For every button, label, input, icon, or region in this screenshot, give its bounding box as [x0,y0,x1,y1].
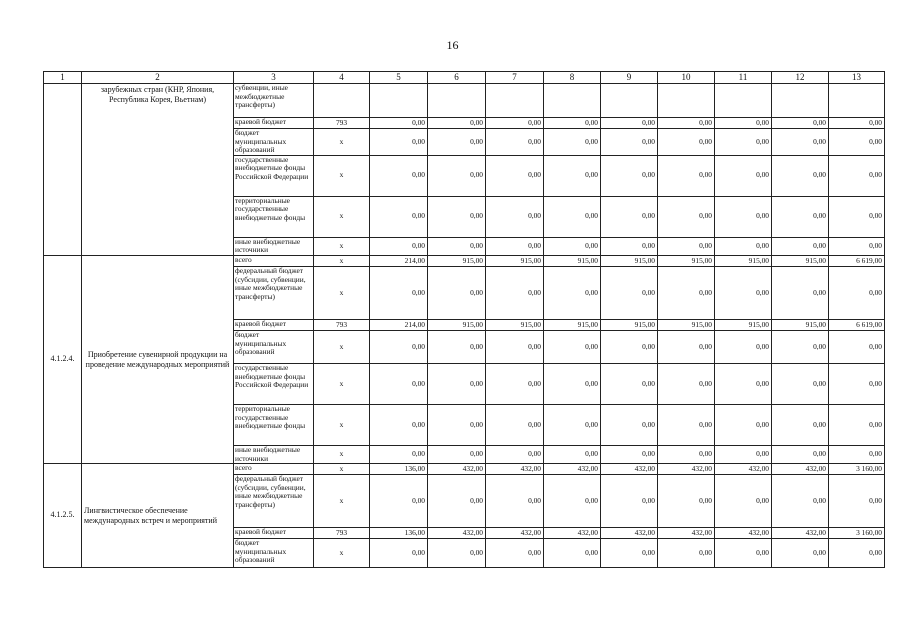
amount-cell: 136,00 [370,528,428,539]
amount-cell: 3 160,00 [829,464,885,475]
amount-cell: 0,00 [715,129,772,156]
amount-cell: 0,00 [772,196,829,237]
table-row [44,255,885,266]
amount-cell: 0,00 [601,445,658,463]
header-cell: 8 [544,72,601,84]
amount-cell: 0,00 [544,237,601,255]
amount-cell: 3 160,00 [829,528,885,539]
amount-cell: 0,00 [772,404,829,445]
amount-cell: 0,00 [428,475,486,528]
header-cell: 4 [314,72,370,84]
budget-code: 793 [314,528,370,539]
amount-cell: 915,00 [428,319,486,330]
amount-cell: 0,00 [428,445,486,463]
amount-cell: 915,00 [544,255,601,266]
amount-cell: 915,00 [658,319,715,330]
amount-cell: 432,00 [658,528,715,539]
amount-cell: 0,00 [544,129,601,156]
amount-cell: 0,00 [544,539,601,568]
amount-cell: 214,00 [370,319,428,330]
header-cell: 5 [370,72,428,84]
amount-cell: 0,00 [544,155,601,196]
amount-cell: 0,00 [370,445,428,463]
funding-source: бюджет муниципальных образований [234,330,314,363]
amount-cell: 432,00 [544,528,601,539]
budget-code: x [314,464,370,475]
amount-cell: 432,00 [428,464,486,475]
funding-source: территориальные государственные внебюджетные фонды [234,404,314,445]
amount-cell: 915,00 [428,255,486,266]
amount-cell: 0,00 [370,363,428,404]
header-cell: 11 [715,72,772,84]
amount-cell: 0,00 [829,129,885,156]
budget-table [43,71,885,568]
amount-cell: 214,00 [370,255,428,266]
amount-cell: 0,00 [829,404,885,445]
amount-cell: 0,00 [829,196,885,237]
amount-cell: 0,00 [370,266,428,319]
header-cell: 2 [82,72,234,84]
amount-cell: 0,00 [486,539,544,568]
amount-cell: 0,00 [370,539,428,568]
amount-cell: 432,00 [658,464,715,475]
amount-cell: 0,00 [658,266,715,319]
amount-cell: 0,00 [658,539,715,568]
amount-cell: 0,00 [772,129,829,156]
amount-cell: 0,00 [486,445,544,463]
amount-cell: 915,00 [658,255,715,266]
budget-code: x [314,155,370,196]
amount-cell: 0,00 [601,155,658,196]
amount-cell: 0,00 [829,155,885,196]
budget-code: x [314,237,370,255]
item-index: 4.1.2.5. [44,464,82,568]
funding-source: субвенции, иные межбюджетные трансферты) [234,84,314,118]
amount-cell: 0,00 [544,363,601,404]
item-name: Лингвистическое обеспечение международных встреч и мероприятий [82,464,234,568]
amount-cell: 915,00 [601,255,658,266]
funding-source: краевой бюджет [234,118,314,129]
amount-cell: 0,00 [829,363,885,404]
amount-cell: 0,00 [829,330,885,363]
budget-code: x [314,363,370,404]
amount-cell: 0,00 [658,330,715,363]
amount-cell: 0,00 [658,118,715,129]
amount-cell: 0,00 [544,330,601,363]
amount-cell: 0,00 [658,363,715,404]
amount-cell: 432,00 [544,464,601,475]
amount-cell: 0,00 [715,445,772,463]
amount-cell: 915,00 [486,255,544,266]
amount-cell: 0,00 [486,196,544,237]
item-name: зарубежных стран (КНР, Япония, Республика Корея, Вьетнам) [82,84,234,256]
amount-cell: 0,00 [658,445,715,463]
amount-cell: 0,00 [772,155,829,196]
amount-cell: 432,00 [601,464,658,475]
amount-cell: 0,00 [601,475,658,528]
amount-cell: 432,00 [715,528,772,539]
item-index [44,84,82,256]
budget-code [314,84,370,118]
amount-cell: 0,00 [829,445,885,463]
amount-cell: 6 619,00 [829,319,885,330]
header-cell: 13 [829,72,885,84]
amount-cell: 0,00 [428,118,486,129]
amount-cell: 0,00 [658,196,715,237]
amount-cell: 0,00 [428,330,486,363]
amount-cell: 0,00 [601,539,658,568]
amount-cell: 0,00 [370,196,428,237]
amount-cell: 0,00 [544,196,601,237]
funding-source: иные внебюджетные источники [234,237,314,255]
amount-cell: 0,00 [601,363,658,404]
amount-cell: 915,00 [486,319,544,330]
amount-cell: 0,00 [601,237,658,255]
amount-cell: 0,00 [772,445,829,463]
budget-code: x [314,445,370,463]
amount-cell: 0,00 [370,330,428,363]
amount-cell: 0,00 [486,118,544,129]
amount-cell: 0,00 [772,475,829,528]
amount-cell: 0,00 [601,330,658,363]
amount-cell: 0,00 [715,155,772,196]
amount-cell: 0,00 [772,330,829,363]
amount-cell: 0,00 [544,475,601,528]
funding-source: федеральный бюджет (субсидии, субвенции, иные межбюджетные трансферты) [234,266,314,319]
amount-cell: 0,00 [601,196,658,237]
amount-cell: 0,00 [658,155,715,196]
amount-cell: 915,00 [772,255,829,266]
budget-code: x [314,266,370,319]
amount-cell [715,84,772,118]
amount-cell: 432,00 [715,464,772,475]
amount-cell: 0,00 [715,237,772,255]
amount-cell: 0,00 [715,475,772,528]
amount-cell [658,84,715,118]
amount-cell: 0,00 [601,118,658,129]
amount-cell: 0,00 [829,475,885,528]
amount-cell: 0,00 [829,539,885,568]
funding-source: всего [234,464,314,475]
amount-cell [772,84,829,118]
amount-cell: 0,00 [715,118,772,129]
amount-cell: 0,00 [370,404,428,445]
amount-cell: 0,00 [370,155,428,196]
amount-cell: 0,00 [486,404,544,445]
amount-cell: 915,00 [715,319,772,330]
funding-source: государственные внебюджетные фонды Российской Федерации [234,155,314,196]
amount-cell [428,84,486,118]
amount-cell: 915,00 [601,319,658,330]
amount-cell: 0,00 [772,539,829,568]
amount-cell: 432,00 [428,528,486,539]
amount-cell: 0,00 [601,404,658,445]
amount-cell: 0,00 [658,129,715,156]
amount-cell: 136,00 [370,464,428,475]
budget-code: x [314,404,370,445]
amount-cell [486,84,544,118]
amount-cell [601,84,658,118]
amount-cell: 432,00 [772,528,829,539]
amount-cell: 6 619,00 [829,255,885,266]
budget-code: x [314,330,370,363]
amount-cell: 0,00 [544,445,601,463]
amount-cell: 0,00 [829,118,885,129]
amount-cell: 0,00 [601,129,658,156]
funding-source: бюджет муниципальных образований [234,129,314,156]
amount-cell: 0,00 [829,237,885,255]
funding-source: иные внебюджетные источники [234,445,314,463]
header-cell: 1 [44,72,82,84]
budget-code: x [314,196,370,237]
item-index: 4.1.2.4. [44,255,82,463]
amount-cell: 0,00 [486,237,544,255]
amount-cell [829,84,885,118]
amount-cell: 0,00 [544,404,601,445]
amount-cell: 0,00 [486,266,544,319]
amount-cell: 0,00 [486,129,544,156]
funding-source: краевой бюджет [234,528,314,539]
table-body [44,72,885,568]
amount-cell: 432,00 [486,528,544,539]
amount-cell: 432,00 [772,464,829,475]
amount-cell: 915,00 [715,255,772,266]
amount-cell: 0,00 [428,155,486,196]
amount-cell: 0,00 [370,475,428,528]
budget-code: x [314,475,370,528]
amount-cell: 0,00 [715,266,772,319]
funding-source: федеральный бюджет (субсидии, субвенции, иные межбюджетные трансферты) [234,475,314,528]
budget-code: x [314,539,370,568]
amount-cell: 0,00 [428,404,486,445]
amount-cell: 0,00 [544,266,601,319]
amount-cell: 0,00 [715,196,772,237]
page-number: 16 [446,38,459,52]
amount-cell: 0,00 [428,129,486,156]
funding-source: бюджет муниципальных образований [234,539,314,568]
amount-cell: 0,00 [370,129,428,156]
amount-cell: 432,00 [486,464,544,475]
amount-cell: 0,00 [601,266,658,319]
amount-cell: 0,00 [715,363,772,404]
amount-cell: 0,00 [544,118,601,129]
amount-cell: 0,00 [428,363,486,404]
budget-code: x [314,255,370,266]
amount-cell [370,84,428,118]
amount-cell: 0,00 [829,266,885,319]
funding-source: государственные внебюджетные фонды Российской Федерации [234,363,314,404]
amount-cell: 0,00 [658,475,715,528]
table-header-row [44,72,885,84]
amount-cell [544,84,601,118]
table-row [44,84,885,118]
amount-cell: 0,00 [486,363,544,404]
amount-cell: 0,00 [486,330,544,363]
budget-code: 793 [314,319,370,330]
budget-code: 793 [314,118,370,129]
amount-cell: 0,00 [772,363,829,404]
amount-cell: 0,00 [428,266,486,319]
amount-cell: 432,00 [601,528,658,539]
table-row [44,464,885,475]
amount-cell: 0,00 [428,237,486,255]
item-name: Приобретение сувенирной продукции на проведение международных мероприятий [82,255,234,463]
amount-cell: 915,00 [772,319,829,330]
amount-cell: 0,00 [715,539,772,568]
budget-code: x [314,129,370,156]
header-cell: 3 [234,72,314,84]
funding-source: краевой бюджет [234,319,314,330]
amount-cell: 0,00 [370,237,428,255]
funding-source: всего [234,255,314,266]
funding-source: территориальные государственные внебюджетные фонды [234,196,314,237]
amount-cell: 0,00 [428,539,486,568]
header-cell: 7 [486,72,544,84]
header-cell: 10 [658,72,715,84]
amount-cell: 0,00 [772,118,829,129]
amount-cell: 0,00 [772,237,829,255]
header-cell: 12 [772,72,829,84]
amount-cell: 0,00 [715,330,772,363]
amount-cell: 0,00 [486,155,544,196]
amount-cell: 0,00 [428,196,486,237]
amount-cell: 0,00 [370,118,428,129]
amount-cell: 0,00 [658,404,715,445]
amount-cell: 0,00 [772,266,829,319]
amount-cell: 0,00 [486,475,544,528]
header-cell: 6 [428,72,486,84]
header-cell: 9 [601,72,658,84]
amount-cell: 915,00 [544,319,601,330]
amount-cell: 0,00 [715,404,772,445]
amount-cell: 0,00 [658,237,715,255]
